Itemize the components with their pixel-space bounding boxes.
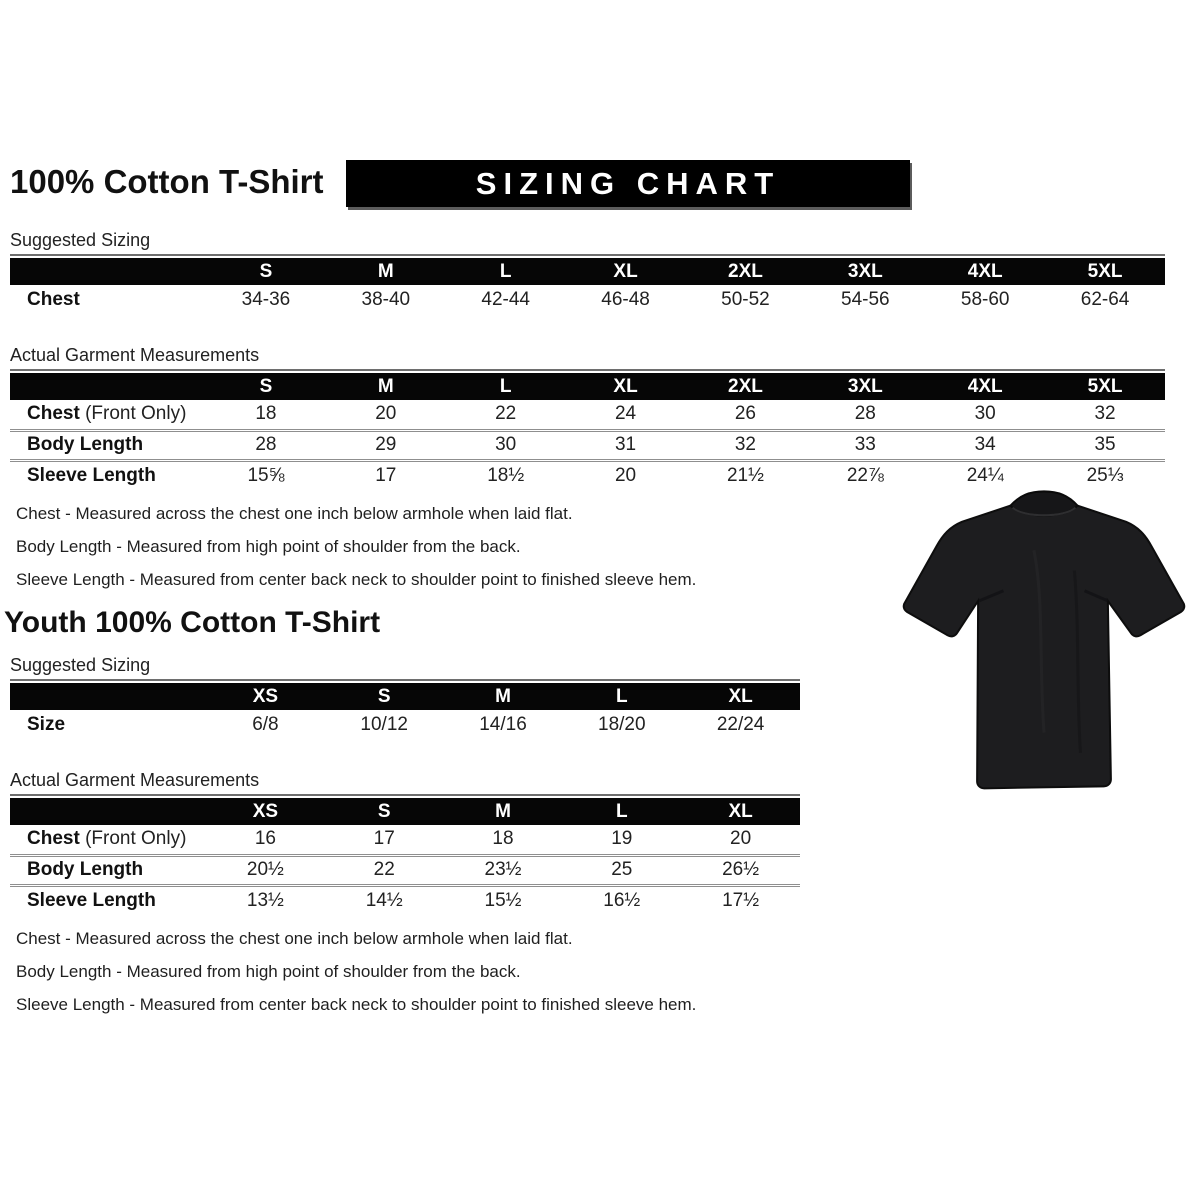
measurement-row (10, 825, 800, 855)
corner-cell (10, 683, 206, 710)
measurement-value: 18½ (446, 460, 566, 490)
measurement-value: 28 (854, 403, 876, 425)
size-column-header: 5XL (1045, 373, 1165, 400)
tshirt-body-shape (904, 506, 1184, 789)
measurement-row (10, 400, 1165, 430)
size-column-header: M (326, 258, 446, 285)
size-column-header: M (326, 373, 446, 400)
measurement-value: 16 (254, 828, 276, 850)
measurement-value: 28 (206, 430, 326, 460)
body-length-note: Body Length - Measured from high point of shoulder from the back. (16, 537, 521, 556)
adult-actual-measurements-label: Actual Garment Measurements (10, 345, 260, 365)
row-label: Body Length (10, 855, 206, 885)
measurement-value: 18 (255, 403, 277, 425)
measurement-value: 22/24 (716, 714, 765, 735)
measurement-value: 34 (925, 430, 1045, 460)
measurement-value: 24 (614, 403, 637, 425)
youth-measurement-notes (10, 929, 1200, 1015)
measurement-value: 22⅞ (805, 460, 925, 490)
size-column-header: M (444, 798, 563, 825)
size-column-header: 4XL (925, 373, 1045, 400)
size-column-header: 3XL (805, 373, 925, 400)
measurement-value: 20½ (206, 855, 325, 885)
page-header (10, 163, 1200, 215)
size-column-header: 4XL (925, 258, 1045, 285)
row-label: Sleeve Length (10, 885, 206, 915)
measurement-value: 20 (730, 828, 752, 850)
measurement-value: 33 (805, 430, 925, 460)
measurement-value: 21½ (686, 460, 806, 490)
corner-cell (10, 258, 206, 285)
measurement-row (10, 855, 800, 885)
measurement-value: 14/16 (479, 714, 527, 735)
size-header-row (10, 258, 1165, 285)
size-column-header: S (206, 373, 326, 400)
size-column-header: 2XL (686, 373, 806, 400)
youth-actual-measurements-table (10, 798, 800, 915)
measurement-value: 22 (495, 403, 517, 425)
size-column-header: L (446, 373, 566, 400)
adult-suggested-sizing-label: Suggested Sizing (10, 230, 151, 250)
measurement-value: 17 (326, 460, 446, 490)
adult-suggested-sizing-table (10, 258, 1165, 315)
measurement-value: 14½ (325, 885, 444, 915)
row-label: Chest (27, 289, 80, 310)
measurement-value: 34-36 (241, 289, 291, 310)
size-column-header: M (444, 683, 563, 710)
row-label: Size (27, 714, 66, 735)
sizing-chart-banner-label: SIZING CHART (475, 165, 781, 201)
measurement-value: 58-60 (960, 289, 1010, 310)
adult-actual-measurements-table-wrap (10, 369, 1165, 490)
size-header-row (10, 683, 800, 710)
measurement-value: 18/20 (598, 714, 646, 735)
measurement-value: 20 (566, 460, 686, 490)
measurement-value: 15⅝ (206, 460, 326, 490)
size-column-header: S (325, 798, 444, 825)
youth-suggested-sizing-table-wrap (10, 679, 800, 740)
size-column-header: L (446, 258, 566, 285)
size-column-header: S (206, 258, 326, 285)
youth-actual-measurements-label: Actual Garment Measurements (10, 770, 260, 790)
youth-suggested-sizing-table (10, 683, 800, 740)
measurement-value: 10/12 (360, 714, 408, 735)
adult-actual-measurements-table (10, 373, 1165, 490)
body-length-note: Body Length - Measured from high point of shoulder from the back. (16, 962, 521, 981)
row-label: Sleeve Length (10, 460, 206, 490)
measurement-value: 38-40 (361, 289, 411, 310)
measurement-value: 50-52 (721, 289, 770, 310)
measurement-value: 29 (326, 430, 446, 460)
youth-actual-measurements-table-wrap (10, 794, 800, 915)
size-column-header: XL (566, 258, 686, 285)
sizing-chart-banner (346, 160, 910, 207)
size-header-row (10, 373, 1165, 400)
measurement-value: 18 (492, 828, 514, 850)
measurement-row (10, 285, 1165, 315)
measurement-value: 22 (325, 855, 444, 885)
size-header-row (10, 798, 800, 825)
row-label: Chest (Front Only) (27, 828, 187, 850)
measurement-value: 31 (566, 430, 686, 460)
measurement-value: 62-64 (1080, 289, 1130, 310)
row-label: Body Length (10, 430, 206, 460)
measurement-value: 26 (734, 403, 756, 425)
measurement-row (10, 430, 1165, 460)
size-column-header: L (562, 683, 681, 710)
adult-suggested-sizing-table-wrap (10, 254, 1165, 315)
measurement-value: 30 (446, 430, 566, 460)
measurement-row (10, 885, 800, 915)
measurement-value: 42-44 (481, 289, 530, 310)
corner-cell (10, 373, 206, 400)
size-column-header: 2XL (686, 258, 806, 285)
youth-section-title: Youth 100% Cotton T-Shirt (4, 606, 381, 639)
measurement-value: 19 (611, 828, 633, 850)
black-tshirt-image (892, 478, 1196, 820)
measurement-value: 13½ (206, 885, 325, 915)
measurement-value: 6/8 (252, 714, 279, 735)
size-column-header: XL (681, 798, 800, 825)
measurement-value: 32 (686, 430, 806, 460)
size-column-header: XS (206, 683, 325, 710)
size-column-header: S (325, 683, 444, 710)
chest-note: Chest - Measured across the chest one inch below armhole when laid flat. (16, 504, 573, 523)
measurement-value: 32 (1094, 403, 1116, 425)
chest-note: Chest - Measured across the chest one inch below armhole when laid flat. (16, 929, 573, 948)
measurement-value: 15½ (444, 885, 563, 915)
sleeve-length-note: Sleeve Length - Measured from center back neck to shoulder point to finished sleeve hem. (16, 995, 697, 1014)
measurement-value: 54-56 (841, 289, 890, 310)
size-column-header: XL (566, 373, 686, 400)
measurement-value: 17½ (681, 885, 800, 915)
measurement-row (10, 710, 800, 740)
measurement-value: 26½ (681, 855, 800, 885)
youth-suggested-sizing-label: Suggested Sizing (10, 655, 151, 675)
measurement-value: 23½ (444, 855, 563, 885)
measurement-value: 17 (373, 828, 395, 850)
measurement-value: 35 (1045, 430, 1165, 460)
row-label: Chest (Front Only) (27, 403, 187, 425)
measurement-value: 30 (974, 403, 996, 425)
size-column-header: XS (206, 798, 325, 825)
size-column-header: 5XL (1045, 258, 1165, 285)
size-column-header: XL (681, 683, 800, 710)
page-title: 100% Cotton T-Shirt (10, 163, 324, 200)
measurement-value: 46-48 (601, 289, 650, 310)
measurement-value: 25 (562, 855, 681, 885)
measurement-value: 20 (375, 403, 397, 425)
size-column-header: 3XL (805, 258, 925, 285)
measurement-value: 16½ (562, 885, 681, 915)
measurement-value: 25⅓ (1045, 460, 1165, 490)
sleeve-length-note: Sleeve Length - Measured from center back neck to shoulder point to finished sleeve hem. (16, 570, 697, 589)
corner-cell (10, 798, 206, 825)
size-column-header: L (562, 798, 681, 825)
measurement-value: 24¼ (925, 460, 1045, 490)
